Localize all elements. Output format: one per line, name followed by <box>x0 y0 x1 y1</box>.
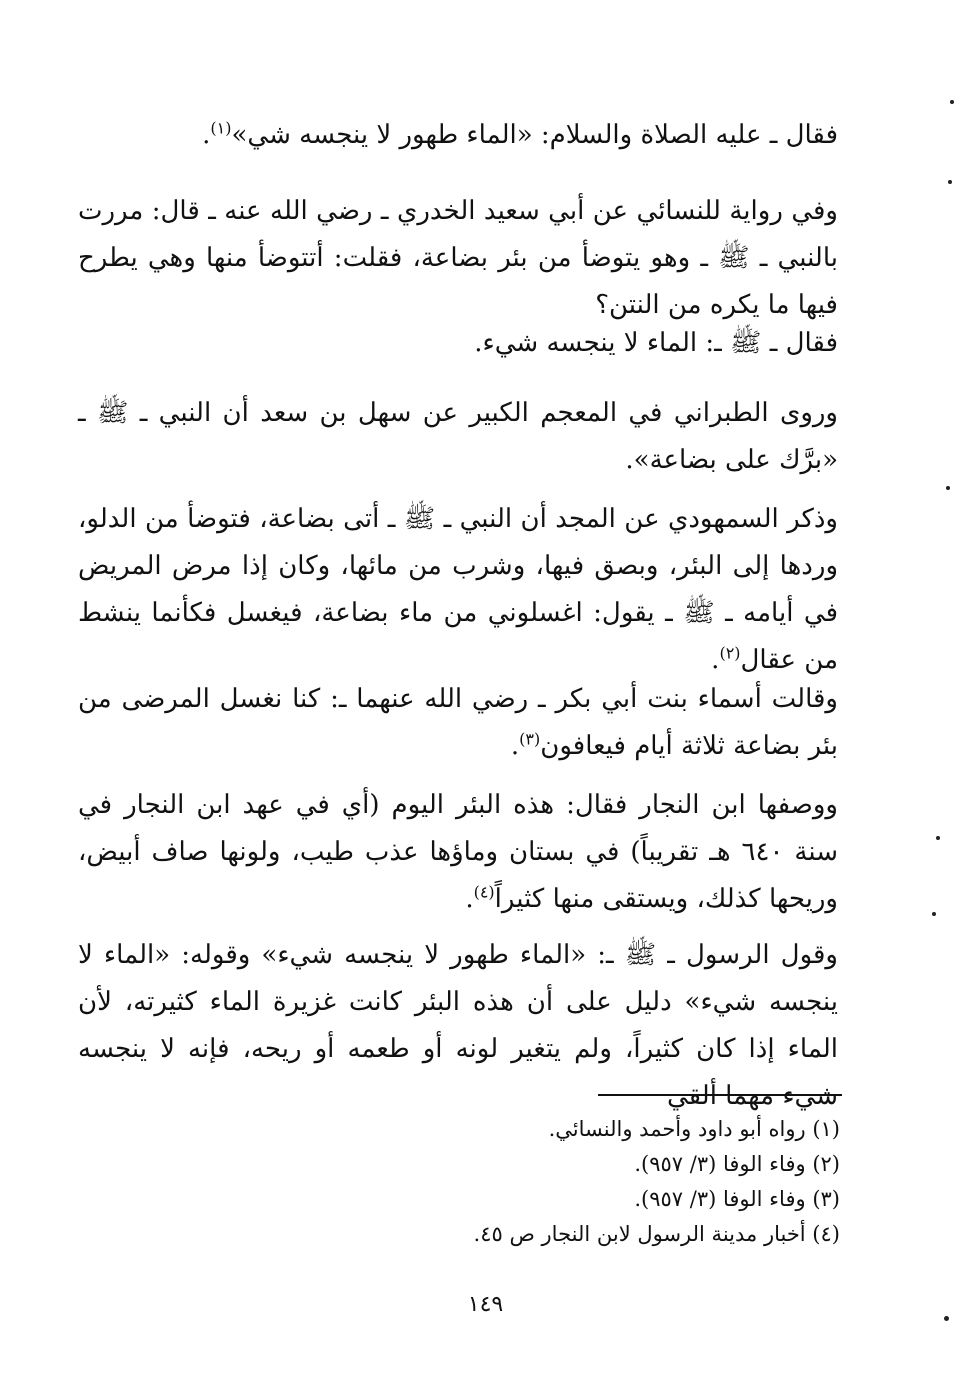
footnote-ref-1: (١) <box>210 118 232 138</box>
footnote-4: (٤) أخبار مدينة الرسول لابن النجار ص ٤٥. <box>473 1222 840 1246</box>
page-number: ١٤٩ <box>467 1292 504 1317</box>
paragraph-6-text: وقالت أسماء بنت أبي بكر ـ رضي الله عنهما ـ: كنا نغسل المرضى من بئر بضاعة ثلاثة أيام فيعافون <box>78 684 838 761</box>
footnote-2: (٢) وفاء الوفا (٣/ ٩٥٧). <box>634 1152 840 1176</box>
paragraph-1 <box>78 112 838 159</box>
scan-speck <box>936 836 940 840</box>
paragraph-7-text: ووصفها ابن النجار فقال: هذه البئر اليوم (أي في عهد ابن النجار في سنة ٦٤٠ هـ تقريباً) في بستان وماؤها عذب طيب، ولونها صاف أبيض، وريحها كذلك، ويستقى منها كثيراً <box>78 790 838 914</box>
scan-speck <box>946 486 950 490</box>
footnote-ref-2: (٢) <box>719 643 741 663</box>
footnote-divider <box>598 1094 842 1096</box>
scan-speck <box>932 912 936 916</box>
paragraph-4-text: وروى الطبراني في المعجم الكبير عن سهل بن سعد أن النبي ـ ﷺ ـ «برَّك على بضاعة». <box>78 398 838 475</box>
paragraph-2-text: وفي رواية للنسائي عن أبي سعيد الخدري ـ رضي الله عنه ـ قال: مررت بالنبي ـ ﷺ ـ وهو يتوضأ من بئر بضاعة، فقلت: أتتوضأ منها وهي يطرح فيها ما يكره من النتن؟ <box>78 196 838 320</box>
footnote-ref-4: (٤) <box>473 882 495 902</box>
footnote-3: (٣) وفاء الوفا (٣/ ٩٥٧). <box>634 1187 840 1211</box>
paragraph-8-text: وقول الرسول ـ ﷺ ـ: «الماء طهور لا ينجسه شيء» وقوله: «الماء لا ينجسه شيء» دليل على أن هذه البئر كانت غزيرة الماء كثيرته، لأن الماء إذا كان كثيراً، ولم يتغير لونه أو طعمه أو ريحه، فإنه لا ينجسه شيء مهما ألقي <box>78 940 838 1111</box>
paragraph-5 <box>78 496 838 684</box>
paragraph-6-tail: . <box>510 731 520 761</box>
paragraph-5-tail: . <box>711 645 720 675</box>
paragraph-8 <box>78 932 838 1120</box>
paragraph-3 <box>78 320 838 367</box>
paragraph-5-text: وذكر السمهودي عن المجد أن النبي ـ ﷺ ـ أتى بضاعة، فتوضأ من الدلو، وردها إلى البئر، وبصق فيها، وشرب من مائها، وكان إذا مرض المريض في أيامه ـ ﷺ ـ يقول: اغسلوني من ماء بضاعة، فيغسل فكأنما ينشط من عقال <box>78 504 838 675</box>
footnotes <box>300 1112 840 1252</box>
scan-speck <box>948 180 952 184</box>
scan-speck <box>944 1316 949 1321</box>
scan-speck <box>950 100 954 104</box>
footnote-1: (١) رواه أبو داود وأحمد والنسائي. <box>548 1117 840 1141</box>
paragraph-4 <box>78 390 838 484</box>
paragraph-1-tail: . <box>202 120 211 150</box>
footnote-ref-3: (٣) <box>519 729 541 749</box>
paragraph-7-tail: . <box>465 884 474 914</box>
paragraph-2 <box>78 188 838 329</box>
paragraph-1-text: فقال ـ عليه الصلاة والسلام: «الماء طهور لا ينجسه شي» <box>231 120 838 150</box>
paragraph-3-text: فقال ـ ﷺ ـ: الماء لا ينجسه شيء. <box>474 328 838 358</box>
paragraph-6 <box>78 676 838 770</box>
paragraph-7 <box>78 782 838 923</box>
